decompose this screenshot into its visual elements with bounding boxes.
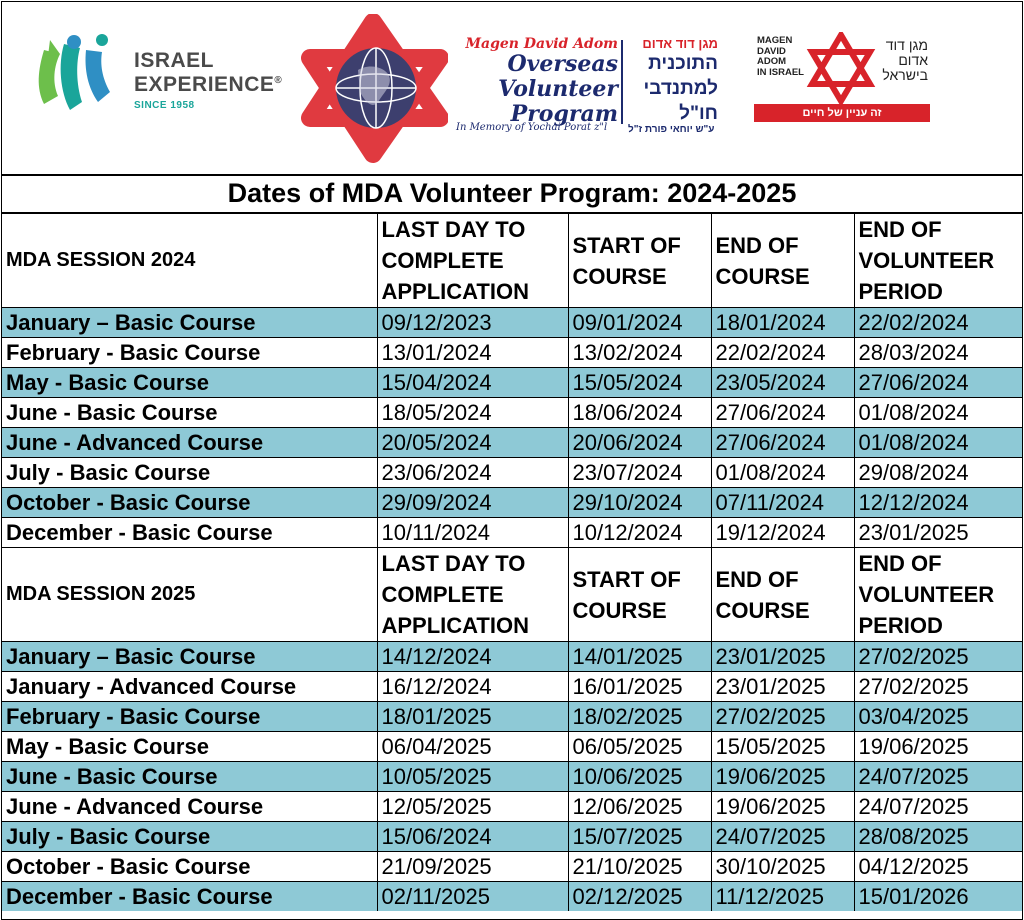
table-row bbox=[2, 488, 1022, 518]
last-day-to-apply: 09/12/2023 bbox=[377, 308, 568, 338]
header-end-of-volunteer-period: END OF VOLUNTEER PERIOD bbox=[854, 214, 1022, 308]
end-of-volunteer-period: 22/02/2024 bbox=[854, 308, 1022, 338]
last-day-to-apply: 15/04/2024 bbox=[377, 368, 568, 398]
table-row bbox=[2, 822, 1022, 852]
end-of-course: 15/05/2025 bbox=[711, 732, 854, 762]
program-line1-en: Overseas bbox=[507, 51, 618, 77]
mda-en-line1: MAGEN bbox=[757, 35, 793, 46]
last-day-to-apply: 20/05/2024 bbox=[377, 428, 568, 458]
program-org-en: Magen David Adom bbox=[465, 36, 618, 52]
program-line3-he: חו"ל bbox=[679, 103, 718, 124]
start-of-course: 13/02/2024 bbox=[568, 338, 711, 368]
start-of-course: 29/10/2024 bbox=[568, 488, 711, 518]
end-of-course: 27/06/2024 bbox=[711, 398, 854, 428]
table-row bbox=[2, 368, 1022, 398]
header-end-of-course: END OF COURSE bbox=[711, 214, 854, 308]
table-row bbox=[2, 308, 1022, 338]
mda-volunteer-program-logo bbox=[298, 14, 758, 164]
start-of-course: 10/06/2025 bbox=[568, 762, 711, 792]
table-row bbox=[2, 458, 1022, 488]
schedule-table bbox=[2, 213, 1022, 911]
course-name: July - Basic Course bbox=[2, 458, 377, 488]
end-of-volunteer-period: 27/02/2025 bbox=[854, 672, 1022, 702]
end-of-volunteer-period: 24/07/2025 bbox=[854, 762, 1022, 792]
schedule-body bbox=[2, 214, 1022, 912]
end-of-volunteer-period: 19/06/2025 bbox=[854, 732, 1022, 762]
mda-en-line2: DAVID bbox=[757, 45, 786, 57]
course-name: October - Basic Course bbox=[2, 852, 377, 882]
header-last-day-to-apply: LAST DAY TO COMPLETE APPLICATION bbox=[377, 548, 568, 642]
end-of-volunteer-period: 28/03/2024 bbox=[854, 338, 1022, 368]
mda-en-line4: IN ISRAEL bbox=[757, 66, 804, 78]
course-name: January - Advanced Course bbox=[2, 672, 377, 702]
end-of-course: 23/01/2025 bbox=[711, 642, 854, 672]
start-of-course: 18/02/2025 bbox=[568, 702, 711, 732]
last-day-to-apply: 10/05/2025 bbox=[377, 762, 568, 792]
end-of-course: 27/02/2025 bbox=[711, 702, 854, 732]
mda-he-line3: בישראל bbox=[882, 67, 928, 83]
document-frame bbox=[1, 1, 1023, 920]
table-row bbox=[2, 762, 1022, 792]
course-name: February - Basic Course bbox=[2, 702, 377, 732]
header-start-of-course: START OF COURSE bbox=[568, 548, 711, 642]
end-of-course: 07/11/2024 bbox=[711, 488, 854, 518]
logo-band bbox=[2, 2, 1022, 176]
end-of-volunteer-period: 27/06/2024 bbox=[854, 368, 1022, 398]
end-of-volunteer-period: 15/01/2026 bbox=[854, 882, 1022, 912]
magen-david-adom-logo bbox=[754, 32, 934, 127]
program-memorial-en: In Memory of Yochai Porat z"l bbox=[456, 122, 608, 133]
program-divider bbox=[621, 40, 623, 124]
start-of-course: 12/06/2025 bbox=[568, 792, 711, 822]
course-name: May - Basic Course bbox=[2, 368, 377, 398]
end-of-course: 19/06/2025 bbox=[711, 792, 854, 822]
session-label: MDA SESSION 2024 bbox=[2, 214, 377, 308]
star-globe-icon bbox=[298, 14, 448, 164]
last-day-to-apply: 12/05/2025 bbox=[377, 792, 568, 822]
end-of-volunteer-period: 04/12/2025 bbox=[854, 852, 1022, 882]
session-label: MDA SESSION 2025 bbox=[2, 548, 377, 642]
last-day-to-apply: 21/09/2025 bbox=[377, 852, 568, 882]
ie-registered: ® bbox=[274, 75, 283, 86]
section-header-row bbox=[2, 214, 1022, 308]
table-row bbox=[2, 702, 1022, 732]
end-of-volunteer-period: 03/04/2025 bbox=[854, 702, 1022, 732]
start-of-course: 21/10/2025 bbox=[568, 852, 711, 882]
start-of-course: 15/07/2025 bbox=[568, 822, 711, 852]
table-row bbox=[2, 852, 1022, 882]
end-of-course: 11/12/2025 bbox=[711, 882, 854, 912]
start-of-course: 23/07/2024 bbox=[568, 458, 711, 488]
course-name: October - Basic Course bbox=[2, 488, 377, 518]
start-of-course: 09/01/2024 bbox=[568, 308, 711, 338]
end-of-course: 30/10/2025 bbox=[711, 852, 854, 882]
last-day-to-apply: 02/11/2025 bbox=[377, 882, 568, 912]
last-day-to-apply: 16/12/2024 bbox=[377, 672, 568, 702]
table-row bbox=[2, 338, 1022, 368]
table-row bbox=[2, 732, 1022, 762]
course-name: June - Basic Course bbox=[2, 762, 377, 792]
table-row bbox=[2, 672, 1022, 702]
ie-line2: EXPERIENCE bbox=[134, 73, 275, 96]
table-row bbox=[2, 792, 1022, 822]
israel-experience-emblem-icon bbox=[30, 30, 130, 120]
start-of-course: 18/06/2024 bbox=[568, 398, 711, 428]
program-line3-en: Program bbox=[510, 101, 618, 127]
start-of-course: 16/01/2025 bbox=[568, 672, 711, 702]
table-row bbox=[2, 428, 1022, 458]
end-of-volunteer-period: 27/02/2025 bbox=[854, 642, 1022, 672]
table-row bbox=[2, 882, 1022, 912]
program-line2-he: למתנדבי bbox=[643, 78, 718, 99]
program-line1-he: התוכנית bbox=[648, 53, 718, 74]
mda-slogan: זה עניין של חיים bbox=[754, 104, 930, 122]
program-org-he: מגן דוד אדום bbox=[642, 36, 718, 51]
course-name: December - Basic Course bbox=[2, 518, 377, 548]
section-header-row bbox=[2, 548, 1022, 642]
course-name: May - Basic Course bbox=[2, 732, 377, 762]
last-day-to-apply: 18/05/2024 bbox=[377, 398, 568, 428]
last-day-to-apply: 14/12/2024 bbox=[377, 642, 568, 672]
start-of-course: 20/06/2024 bbox=[568, 428, 711, 458]
end-of-volunteer-period: 01/08/2024 bbox=[854, 398, 1022, 428]
header-end-of-course: END OF COURSE bbox=[711, 548, 854, 642]
end-of-volunteer-period: 28/08/2025 bbox=[854, 822, 1022, 852]
mda-en-line3: ADOM bbox=[757, 56, 787, 67]
header-last-day-to-apply: LAST DAY TO COMPLETE APPLICATION bbox=[377, 214, 568, 308]
end-of-volunteer-period: 29/08/2024 bbox=[854, 458, 1022, 488]
table-row bbox=[2, 518, 1022, 548]
end-of-course: 19/06/2025 bbox=[711, 762, 854, 792]
israel-experience-logo bbox=[30, 30, 283, 120]
start-of-course: 15/05/2024 bbox=[568, 368, 711, 398]
course-name: February - Basic Course bbox=[2, 338, 377, 368]
program-line2-en: Volunteer bbox=[498, 76, 618, 102]
mda-he-line2: אדום bbox=[898, 52, 928, 68]
end-of-course: 01/08/2024 bbox=[711, 458, 854, 488]
course-name: June - Advanced Course bbox=[2, 428, 377, 458]
last-day-to-apply: 06/04/2025 bbox=[377, 732, 568, 762]
course-name: January – Basic Course bbox=[2, 642, 377, 672]
last-day-to-apply: 15/06/2024 bbox=[377, 822, 568, 852]
end-of-volunteer-period: 01/08/2024 bbox=[854, 428, 1022, 458]
end-of-course: 22/02/2024 bbox=[711, 338, 854, 368]
end-of-course: 23/01/2025 bbox=[711, 672, 854, 702]
last-day-to-apply: 18/01/2025 bbox=[377, 702, 568, 732]
program-memorial-he: ע"ש יוחאי פורת ז"ל bbox=[628, 124, 715, 135]
last-day-to-apply: 13/01/2024 bbox=[377, 338, 568, 368]
start-of-course: 10/12/2024 bbox=[568, 518, 711, 548]
end-of-volunteer-period: 12/12/2024 bbox=[854, 488, 1022, 518]
end-of-volunteer-period: 23/01/2025 bbox=[854, 518, 1022, 548]
header-start-of-course: START OF COURSE bbox=[568, 214, 711, 308]
table-row bbox=[2, 642, 1022, 672]
last-day-to-apply: 10/11/2024 bbox=[377, 518, 568, 548]
course-name: June - Basic Course bbox=[2, 398, 377, 428]
course-name: January – Basic Course bbox=[2, 308, 377, 338]
red-star-of-david-icon bbox=[806, 32, 876, 104]
end-of-volunteer-period: 24/07/2025 bbox=[854, 792, 1022, 822]
table-row bbox=[2, 398, 1022, 428]
end-of-course: 27/06/2024 bbox=[711, 428, 854, 458]
header-end-of-volunteer-period: END OF VOLUNTEER PERIOD bbox=[854, 548, 1022, 642]
last-day-to-apply: 23/06/2024 bbox=[377, 458, 568, 488]
end-of-course: 19/12/2024 bbox=[711, 518, 854, 548]
last-day-to-apply: 29/09/2024 bbox=[377, 488, 568, 518]
page-title: Dates of MDA Volunteer Program: 2024-2025 bbox=[2, 174, 1022, 213]
ie-line1: ISRAEL bbox=[134, 49, 215, 72]
end-of-course: 23/05/2024 bbox=[711, 368, 854, 398]
course-name: July - Basic Course bbox=[2, 822, 377, 852]
start-of-course: 14/01/2025 bbox=[568, 642, 711, 672]
end-of-course: 18/01/2024 bbox=[711, 308, 854, 338]
course-name: June - Advanced Course bbox=[2, 792, 377, 822]
ie-since: SINCE 1958 bbox=[134, 100, 195, 111]
end-of-course: 24/07/2025 bbox=[711, 822, 854, 852]
start-of-course: 02/12/2025 bbox=[568, 882, 711, 912]
course-name: December - Basic Course bbox=[2, 882, 377, 912]
start-of-course: 06/05/2025 bbox=[568, 732, 711, 762]
mda-he-line1: מגן דוד bbox=[885, 37, 928, 53]
